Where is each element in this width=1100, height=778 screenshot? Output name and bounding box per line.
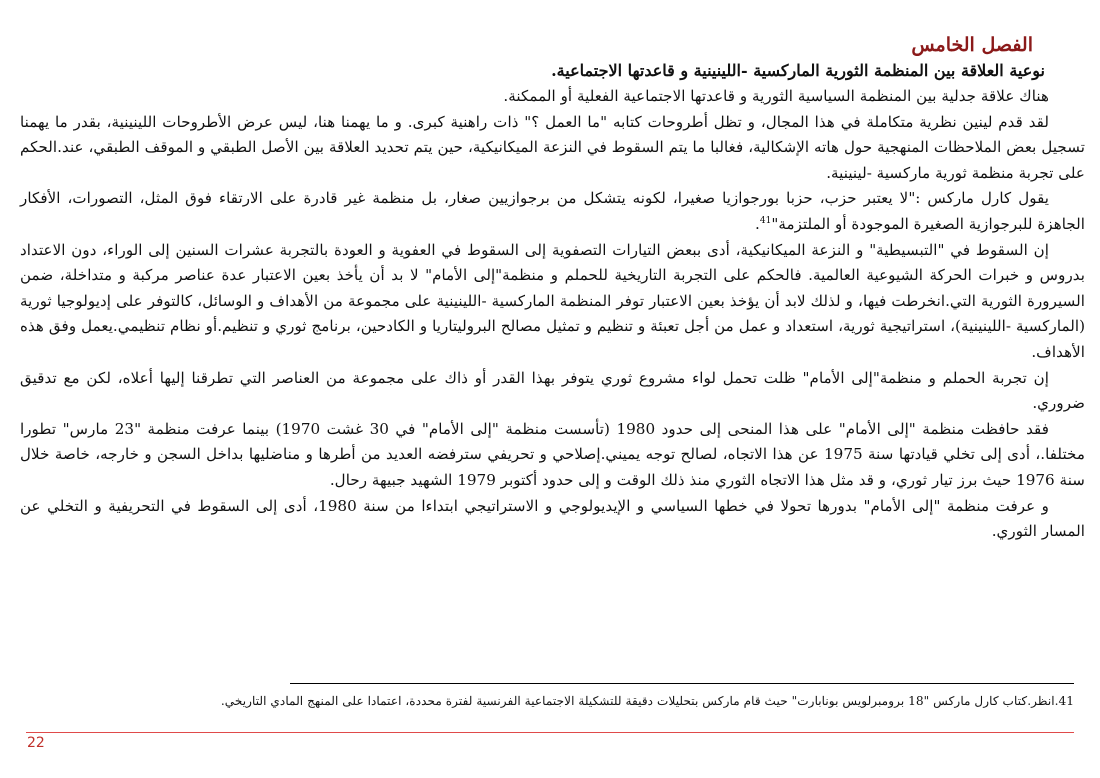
paragraph: فقد حافظت منظمة "إلى الأمام" على هذا المنحى إلى حدود 1980 (تأسست منظمة "إلى الأمام" في 30 غشت 1970) بينما عرفت منظمة "23 مارس" تطورا مختلفا.، أدى إلى تخلي قيادتها سنة 1975 عن هذا الاتجاه، لصالح توجه يميني.إصلاحي و تحريفي سترفضه العديد من أطرها و مناضليها بداخل السجن و خارجه، خاصة خلال سنة 1976 حيث برز تيار ثوري، و قد مثل هذا الاتجاه الثوري منذ ذلك الوقت و إلى حدود أكتوبر 1979 الشهيد جبيهة رحال. [20,419,1085,489]
marx-quote-paragraph: يقول كارل ماركس :"لا يعتبر حزب، حزبا بورجوازيا صغيرا، لكونه يتشكل من برجوازيين صغار، بل منظمة غير قادرة على الارتقاء فوق المثل، التصورات، الأفكار الجاهزة للبرجوازية الصغيرة الموجودة أو الملتزمة"$^{41}$. [20,189,1085,233]
paragraph: لقد قدم لينين نظرية متكاملة في هذا المجال، و تظل أطروحات كتابه "ما العمل ؟" ذات راهنية كبرى. و ما يهمنا هنا، ليس عرض الأطروحات اللينينية، بقدر ما يهمنا تسجيل بعض الملاحظات المنهجية حول هاته الإشكالية، فغالبا ما يتم السقوط في النزعة الميكانيكية، حين يتم تحديد العلاقة بين الأصل الطبقي و الموقف الطبقي، عند.الحكم على تجربة منظمة ثورية ماركسية -لينينية. [20,112,1085,182]
paragraph: إن تجربة الحملم و منظمة"إلى الأمام" ظلت تحمل لواء مشروع ثوري يتوفر بهذا القدر أو ذاك على مجموعة من العناصر التي تطرقنا إليها أعلاه، لكن مع تدقيق ضروري. [20,368,1085,413]
paragraph: هناك علاقة جدلية بين المنظمة السياسية الثورية و قاعدتها الاجتماعية الفعلية أو الممكنة. [503,87,1049,105]
footnote: 41.انظر.كتاب كارل ماركس "18 برومبرلويس بونابارت" حيث قام ماركس بتحليلات دقيقة للتشكيلة الاجتماعية الفرنسية لفترة محددة، اعتمادا على المنهج المادي التاريخي. [220,694,1074,708]
marx-quote: يقول كارل ماركس :"لا يعتبر حزب، حزبا بورجوازيا صغيرا، لكونه يتشكل من برجوازيين صغار، بل منظمة غير قادرة على الارتقاء فوق المثل، التصورات، الأفكار الجاهزة للبرجوازية الصغيرة الموجودة أو الملتزمة" [20,189,1085,233]
footnote-separator [290,683,1074,684]
section-title: نوعية العلاقة بين المنظمة الثورية الماركسية -اللينينية و قاعدتها الاجتماعية. [551,61,1045,80]
main-text [20,32,1085,545]
footer-rule [26,732,1074,733]
paragraph: إن السقوط في "التبسيطية" و النزعة الميكانيكية، أدى ببعض التيارات التصفوية إلى السقوط في العفوية و العودة بالتجربة عشرات السنين إلى الوراء، دون الاعتداد بدروس و خبرات الحركة الشيوعية العالمية. فالحكم على التجربة التاريخية للحملم و منظمة"إلى الأمام" لا بد أن يأخذ بعين الاعتبار عدة عناصر مركبة و متداخلة، ضمن السيرورة الثورية التي.انخرطت فيها، و لذلك لابد أن يؤخذ بعين الاعتبار توفر المنظمة الماركسية -اللينينية على مجموعة من الأهداف و الوسائل، كالتوفر على إديولوجيا ثورية (الماركسية -اللينينية)، استراتيجية ثورية، استعداد و عمل من أجل تعبئة و تنظيم و تمثيل مصالح البروليتاريا و الكادحين، برنامج ثوري و تنظيم.أو نظام تنظيمي.يعمل وفق هذه الأهداف. [20,240,1085,361]
page-number: 22 [27,735,45,751]
chapter-title: الفصل الخامس [911,34,1033,56]
footnote-reference[interactable]: 41 [759,215,772,226]
paragraph: و عرفت منظمة "إلى الأمام" بدورها تحولا في خطها السياسي و الإيديولوجي و الاستراتيجي ابتداءا من سنة 1980، أدى إلى السقوط في التحريفية و التخلي عن المسار الثوري. [20,496,1085,541]
